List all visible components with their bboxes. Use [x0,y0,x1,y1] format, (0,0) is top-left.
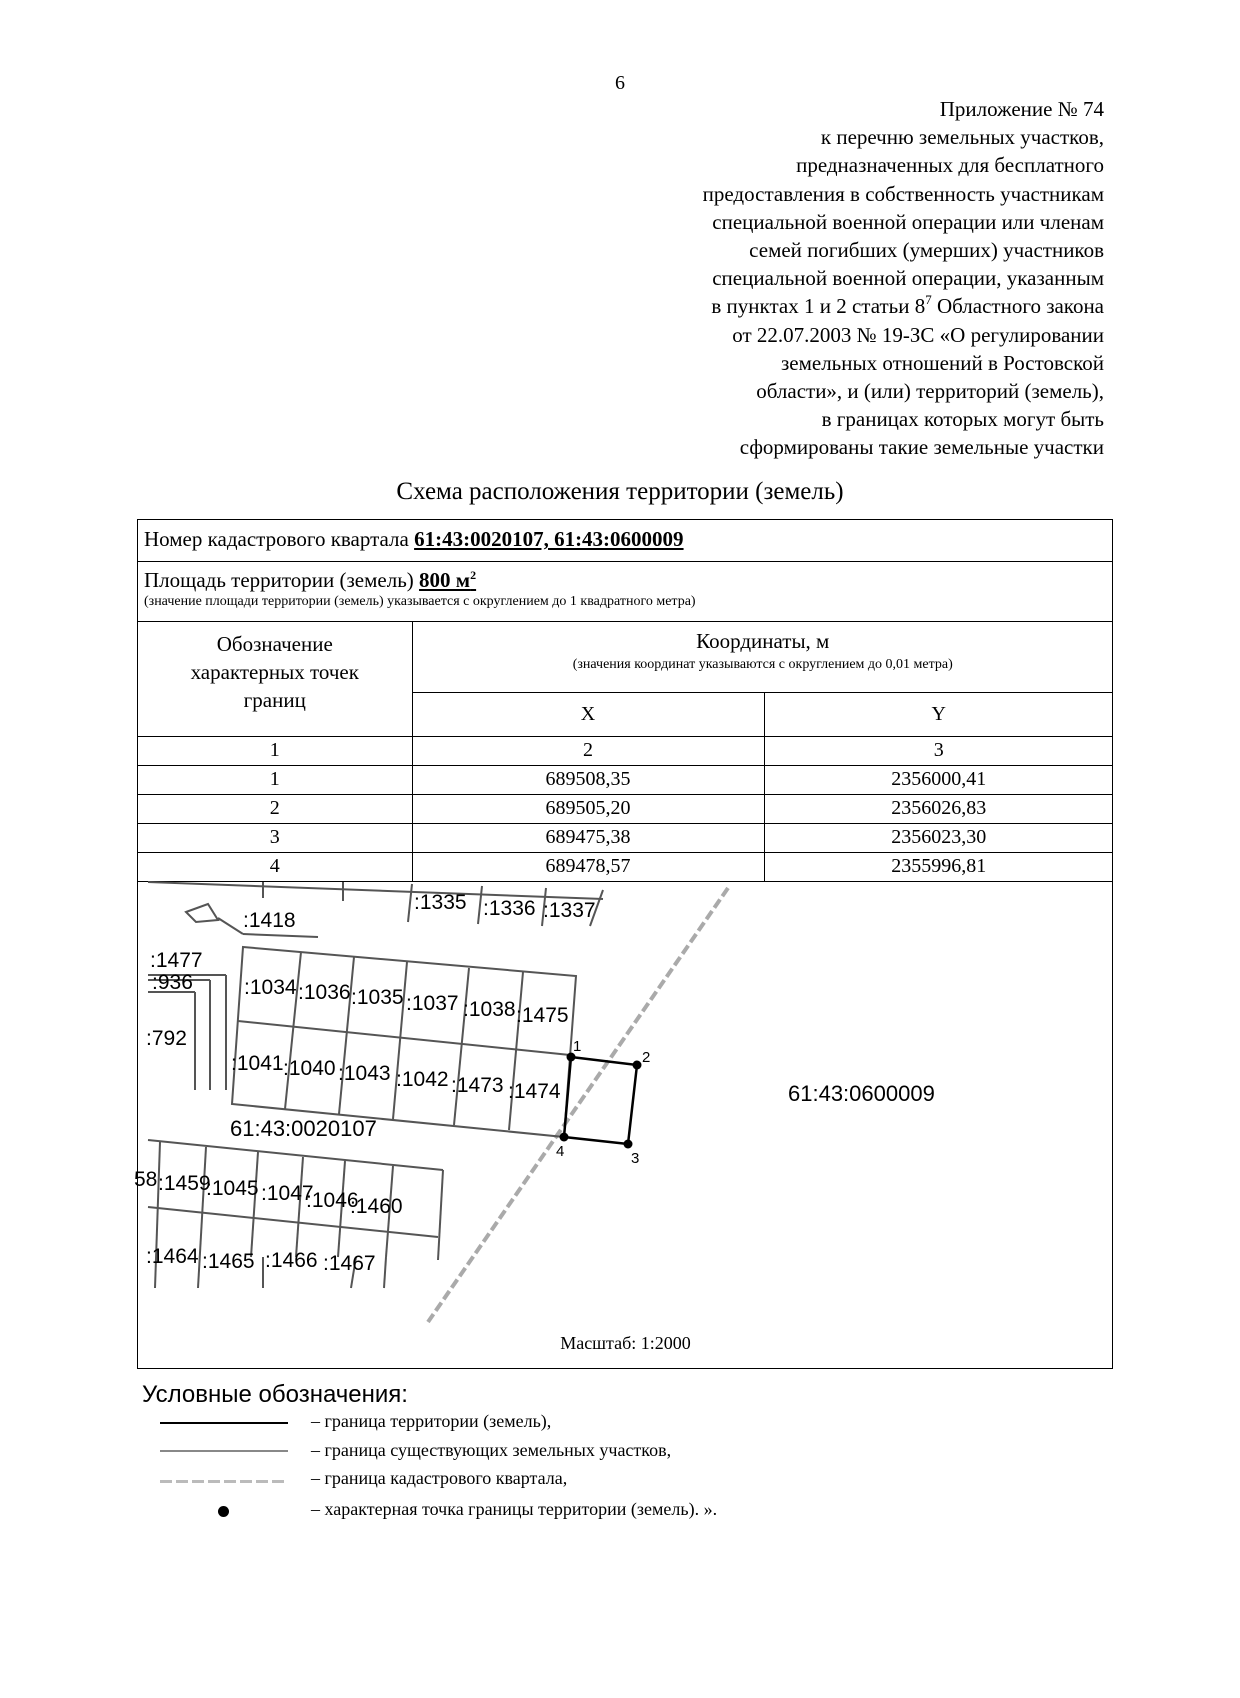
area-note: (значение площади территории (земель) указывается с округлением до 1 квадратного метра) [144,594,696,609]
boundary-point [560,1133,569,1142]
parcel-label: :1477 [150,949,203,972]
parcel-label: :1035 [351,986,404,1009]
column-number: 3 [764,736,1113,765]
parcel-label: :1041 [231,1052,284,1075]
point-id: 2 [138,794,412,823]
column-number: 2 [412,736,764,765]
header-points-text: Обозначение характерных точек границ [190,632,359,712]
point-id: 1 [138,765,412,794]
legend-item: – граница кадастрового квартала, [311,1468,568,1488]
boundary-point [624,1140,633,1149]
point-label: 4 [556,1143,565,1160]
appendix-line: Приложение № 74 [939,97,1104,121]
appendix-line-suffix: Областного закона [931,294,1104,319]
appendix-line: к перечню земельных участков, [820,125,1104,150]
parcel-label: :1038 [463,998,516,1021]
scheme-title: Схема расположения территории (земель) [396,478,844,505]
header-y: Y [764,692,1113,736]
parcel-label: :1045 [206,1177,259,1200]
appendix-line: сформированы такие земельные участки [739,435,1104,460]
cadastral-map [134,881,1113,1368]
point-label: 1 [573,1038,582,1055]
point-id: 4 [138,852,412,881]
parcel-label: :1465 [202,1250,255,1273]
appendix-line: семей погибших (умерших) участников [749,238,1104,263]
table-row [138,765,1113,794]
cadastral-label: Номер кадастрового квартала [144,527,415,551]
parcel-label: :1464 [146,1245,199,1268]
coord-x: 689505,20 [412,794,764,823]
map-scale: Масштаб: 1:2000 [560,1333,691,1353]
coord-y: 2356023,30 [764,823,1113,852]
coord-y: 2356000,41 [764,765,1113,794]
header-coords [412,622,1113,692]
table-row [138,794,1113,823]
parcel-label: :1418 [243,909,296,932]
area-label: Площадь территории (земель) [144,568,420,592]
boundary-point [633,1061,642,1070]
parcel-label: :1474 [508,1080,561,1103]
parcel-label: :1037 [406,992,459,1015]
parcel-label: :1460 [350,1195,403,1218]
parcel-label: :1473 [451,1074,504,1097]
appendix-line: в границах которых могут быть [821,407,1104,432]
parcel-label: :1040 [283,1057,336,1080]
parcel-boundary-swatch [160,1450,288,1452]
legend-item: – граница территории (земель), [311,1411,552,1431]
appendix-line: земельных отношений в Ростовской [780,350,1104,375]
column-number: 1 [138,736,412,765]
point-label: 3 [631,1150,640,1167]
parcel-label: :936 [152,971,193,994]
appendix-line [544,292,1104,320]
appendix-line: предназначенных для бесплатного [796,153,1104,178]
appendix-line-text: в пунктах 1 и 2 статьи 8 [711,294,926,319]
parcel-label: :1034 [244,976,297,999]
coord-x: 689508,35 [412,765,764,794]
quarter-boundary-line [428,888,728,1322]
quarter-boundary-swatch [160,1480,288,1483]
area-row [138,562,1112,622]
cadastral-quarter-row [138,520,1112,562]
header-x: X [412,692,764,736]
page-number: 6 [615,72,625,94]
territory-boundary [564,1057,637,1144]
cadastral-value: 61:43:0020107, 61:43:0600009 [414,527,684,551]
parcel-label: 58 [134,1168,158,1191]
area-value-text: 800 м [419,568,471,592]
parcel-label: :792 [146,1027,187,1050]
parcel-label: :1475 [516,1004,569,1027]
header-points [138,622,412,736]
point-id: 3 [138,823,412,852]
parcel-label: :1046 [306,1189,359,1212]
coord-y: 2356026,83 [764,794,1113,823]
appendix-line: специальной военной операции, указанным [712,266,1104,291]
table-row [138,823,1113,852]
parcel-label: :1047 [261,1182,314,1205]
parcel-label: :1043 [338,1062,391,1085]
scheme-frame [134,519,1113,1369]
appendix-line: от 22.07.2003 № 19-ЗС «О регулировании [732,322,1104,347]
territory-boundary-swatch [160,1422,288,1424]
parcel-label: :1337 [543,899,596,922]
coord-y: 2355996,81 [764,852,1113,881]
quarter-label: 61:43:0600009 [788,1081,935,1106]
parcel-label: :1467 [323,1252,376,1275]
parcel-label: :1466 [265,1249,318,1272]
point-label: 2 [642,1049,651,1066]
map-drawing [134,882,1113,1369]
parcel-label: :1335 [414,891,467,914]
parcel-label: :1042 [396,1068,449,1091]
coordinates-table [138,622,1113,882]
article-superscript: 7 [925,292,932,308]
appendix-line: предоставления в собственность участникам [702,181,1104,206]
coord-x: 689478,57 [412,852,764,881]
legend-item: – характерная точка границы территории (земель). ». [311,1499,718,1519]
area-unit-superscript: 2 [470,568,477,582]
parcel-label: :1036 [298,981,351,1004]
table-row [138,852,1113,881]
coord-x: 689475,38 [412,823,764,852]
header-coords-note: (значения координат указываются с округлением до 0,01 метра) [572,657,953,672]
parcel-label: :1459 [158,1172,211,1195]
appendix-line: специальной военной операции или членам [712,209,1104,234]
appendix-header [544,95,1104,462]
legend-title: Условные обозначения: [142,1381,408,1408]
quarter-label: 61:43:0020107 [230,1116,377,1141]
area-value [419,568,476,592]
boundary-point-swatch [218,1506,229,1517]
parcel-label: :1336 [483,897,536,920]
header-coords-text: Координаты, м [696,629,830,653]
appendix-line: области», и (или) территорий (земель), [756,379,1104,404]
legend-item: – граница существующих земельных участков, [311,1440,672,1460]
